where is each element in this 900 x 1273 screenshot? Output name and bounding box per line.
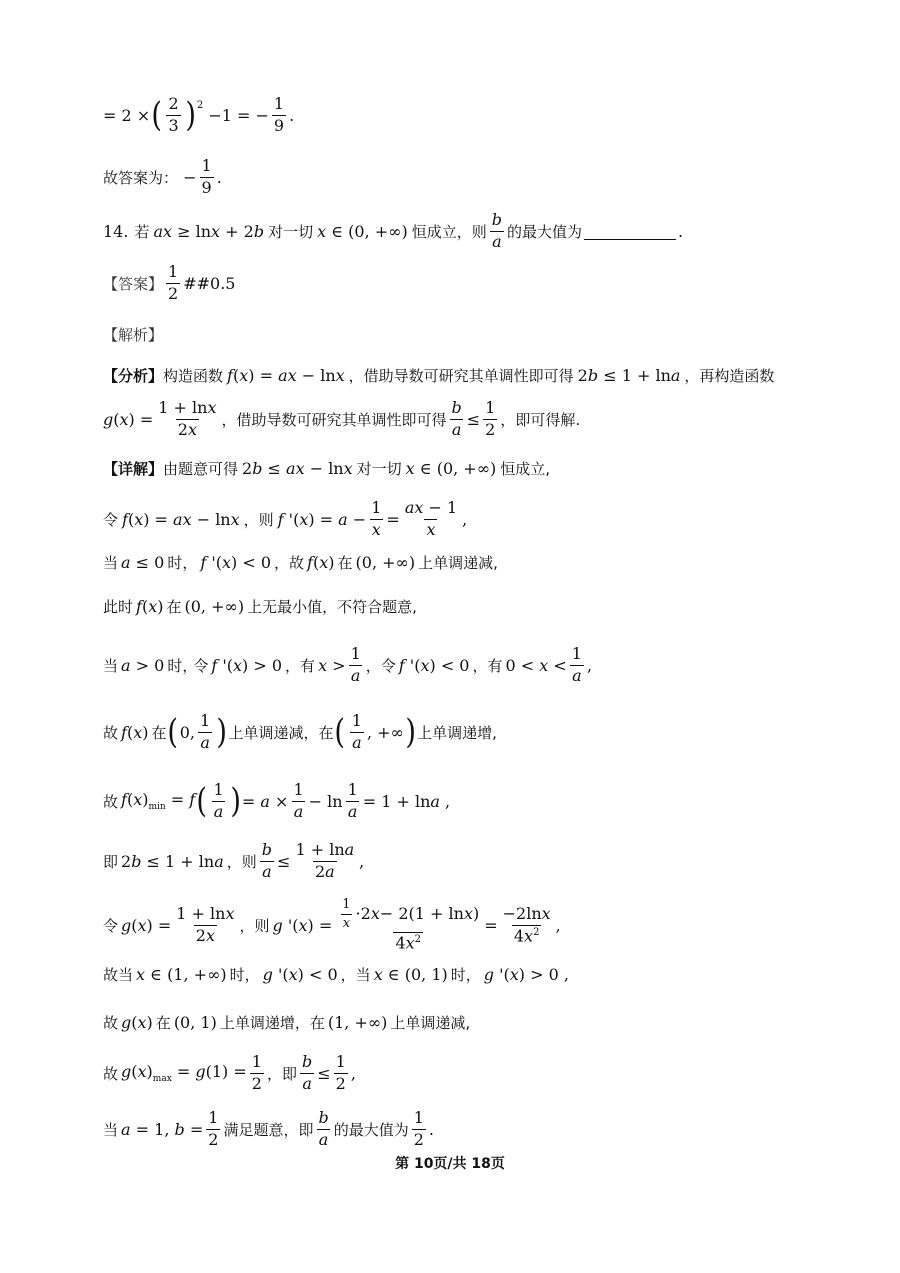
ze-text: ，则 bbox=[243, 510, 274, 529]
q14-text-4: 的最大值为 bbox=[506, 222, 582, 241]
dang-text: 当 bbox=[103, 554, 119, 572]
dec-end-text-2: 上单调递减, bbox=[390, 1014, 471, 1032]
xiangjie-line-11: 故 g(x) 在 (0, 1) 上单调递增，在 (1, +∞) 上单调递减, bbox=[103, 1013, 471, 1032]
fenxi-tag: 【分析】 bbox=[103, 367, 164, 385]
dec-mid-text: 上单调递减，在 bbox=[228, 723, 334, 742]
xiangjie-line-1: 【详解】 由题意可得 2b ≤ ax − lnx 对一切 x ∈ (0, +∞) 恒成立, bbox=[103, 459, 551, 478]
xiangjie-line-9: 令 g(x) = $\frac{1 + \ln x}{2x}$ ，则 g '(x) = $\frac{1}{x}$ ·2 x − 2(1 + ln x ) $4x^2$ = $\frac{-2\ln x}{4x^2}$ , bbox=[103, 897, 561, 953]
xiangjie-line-2: 令 f(x) = ax − lnx ，则 f '(x) = a − $\frac{1}{x}$ = $\frac{ax - 1}{x}$ , bbox=[103, 498, 468, 539]
xj-text-2: 对一切 bbox=[356, 460, 402, 478]
dec-text: 上单调递减, bbox=[418, 554, 498, 572]
gu-text-4: 故 bbox=[103, 1014, 119, 1032]
dang-text-4: 当 bbox=[103, 1120, 119, 1139]
you-text: ，有 bbox=[285, 656, 316, 675]
fenxi-text-5: ，即可得解. bbox=[500, 410, 581, 429]
ze-text-2: ，则 bbox=[226, 852, 257, 871]
xiangjie-line-7: 故 $f(x)_{min} = f$ ( $\frac{1}{a}$ ) = a × $\frac{1}{a}$ − ln $\frac{1}{a}$ = 1 + lna , bbox=[103, 780, 451, 822]
question-number: 14. bbox=[103, 221, 129, 241]
ling-text: 令 bbox=[103, 510, 119, 529]
xj-text-3: 恒成立, bbox=[500, 460, 551, 478]
dang-text-2: 当 bbox=[103, 656, 119, 675]
answer-blank bbox=[584, 223, 676, 240]
xiangjie-line-6: 故 f(x) 在 ( 0, $\frac{1}{a}$ ) 上单调递减，在 ( $\frac{1}{a}$ , +∞ ) 上单调递增, bbox=[103, 711, 497, 753]
xiangjie-tag: 【详解】 bbox=[103, 460, 164, 478]
answer-line: 故答案为： − $\frac{1}{9}$ . bbox=[103, 156, 222, 197]
dang-text-3: ，当 bbox=[340, 966, 371, 984]
xiangjie-line-4: 此时 f(x) 在 (0, +∞) 上无最小值，不符合题意, bbox=[103, 597, 417, 616]
gu-text-3: 故 bbox=[103, 792, 119, 811]
q14-text-1: 若 bbox=[134, 222, 150, 241]
xiangjie-line-8: 即 2b ≤ 1 + lna ，则 $\frac{b}{a}$ ≤ $\frac{1 + \ln a}{2a}$ , bbox=[103, 840, 365, 881]
equation-line-1: = 2 × ( $\frac{2}{3}$ ) $^2$ −1 = − $\frac{1}{9}$ . bbox=[103, 94, 295, 136]
fenxi-text-2: ，借助导数可研究其单调性即可得 bbox=[348, 367, 574, 385]
ling-text-2: ，令 bbox=[365, 656, 396, 675]
xj-text-1: 由题意可得 bbox=[163, 460, 239, 478]
shi-text-3: 时， bbox=[229, 966, 260, 984]
analysis-tag-line bbox=[103, 324, 860, 345]
gu-text-2: 故 bbox=[103, 723, 119, 742]
answer-prefix: 故答案为： bbox=[103, 168, 179, 187]
q14-text-2: 对一切 bbox=[268, 222, 314, 241]
shi-text-4: 时， bbox=[450, 966, 481, 984]
inc-end-text: 上单调递增, bbox=[417, 723, 497, 742]
zai-text-2: 在 bbox=[166, 598, 182, 616]
ji-text-2: ，即 bbox=[266, 1064, 297, 1083]
page-footer: 第 10页/共 18页 bbox=[395, 1156, 505, 1172]
inc-mid-text: 上单调递增，在 bbox=[219, 1014, 325, 1032]
fenxi-text-1: 构造函数 bbox=[163, 367, 224, 385]
xiangjie-line-5: 当 a > 0 时， 令 f '(x) > 0 ，有 x > $\frac{1}{a}$ ，令 f '(x) < 0 ，有 0 < x < $\frac{1}{a}$ , bbox=[103, 644, 593, 685]
analysis-tag: 【解析】 bbox=[103, 326, 164, 344]
question-14: 14. 若 ax ≥ lnx + 2b 对一切 x ∈ (0, +∞) 恒成立，则 $\frac{b}{a}$ 的最大值为 . bbox=[103, 210, 684, 251]
zai-text: 在 bbox=[337, 554, 353, 572]
gu-dang-text: 故当 bbox=[103, 966, 134, 984]
manzu-text: 满足题意，即 bbox=[223, 1120, 314, 1139]
gu-text-5: 故 bbox=[103, 1064, 119, 1083]
fenxi-text-4: ，借助导数可研究其单调性即可得 bbox=[221, 410, 447, 429]
max-wei-text: 的最大值为 bbox=[333, 1120, 409, 1139]
zai-text-4: 在 bbox=[155, 1014, 171, 1032]
shi-text-2: 时， bbox=[167, 656, 198, 675]
xiangjie-line-3: 当 a ≤ 0 时， f '(x) < 0 ，故 f(x) 在 (0, +∞) 上单调递减, bbox=[103, 553, 498, 572]
ji-text: 即 bbox=[103, 852, 119, 871]
xiangjie-line-10: 故当 x ∈ (1, +∞) 时， g '(x) < 0 ，当 x ∈ (0, 1) 时， g '(x) > 0 , bbox=[103, 965, 569, 984]
cishi-text: 此时 bbox=[103, 598, 134, 616]
you-text-2: ，有 bbox=[472, 656, 503, 675]
fenxi-line-2: g(x) = $\frac{1 + \ln x}{2x}$ ，借助导数可研究其单调性即可得 $\frac{b}{a}$ ≤ $\frac{1}{2}$ ，即可得解. bbox=[103, 398, 581, 439]
zai-text-3: 在 bbox=[151, 723, 167, 742]
gu-text: ，故 bbox=[274, 554, 305, 572]
shi-text: 时， bbox=[167, 554, 198, 572]
fenxi-text-3: ，再构造函数 bbox=[684, 367, 775, 385]
ze-text-3: ，则 bbox=[239, 916, 270, 935]
answer-section: 【答案】 $\frac{1}{2}$ ##0.5 bbox=[103, 262, 236, 303]
answer-alt: ##0.5 bbox=[183, 273, 236, 293]
xiangjie-line-12: 故 $g(x)_{max} = g(1)$ = $\frac{1}{2}$ ，即 $\frac{b}{a}$ ≤ $\frac{1}{2}$ , bbox=[103, 1052, 356, 1093]
q14-text-3: 恒成立，则 bbox=[411, 222, 487, 241]
no-min-text: 上无最小值，不符合题意, bbox=[247, 598, 417, 616]
fenxi-line-1: 【分析】 构造函数 f(x) = ax − lnx ，借助导数可研究其单调性即可得 2b ≤ 1 + lna ，再构造函数 bbox=[103, 366, 775, 385]
answer-tag: 【答案】 bbox=[103, 274, 164, 293]
xiangjie-line-13: 当 a = 1, b = $\frac{1}{2}$ 满足题意，即 $\frac{b}{a}$ 的最大值为 $\frac{1}{2}$ . bbox=[103, 1108, 434, 1149]
ling-text-3: 令 bbox=[103, 916, 119, 935]
